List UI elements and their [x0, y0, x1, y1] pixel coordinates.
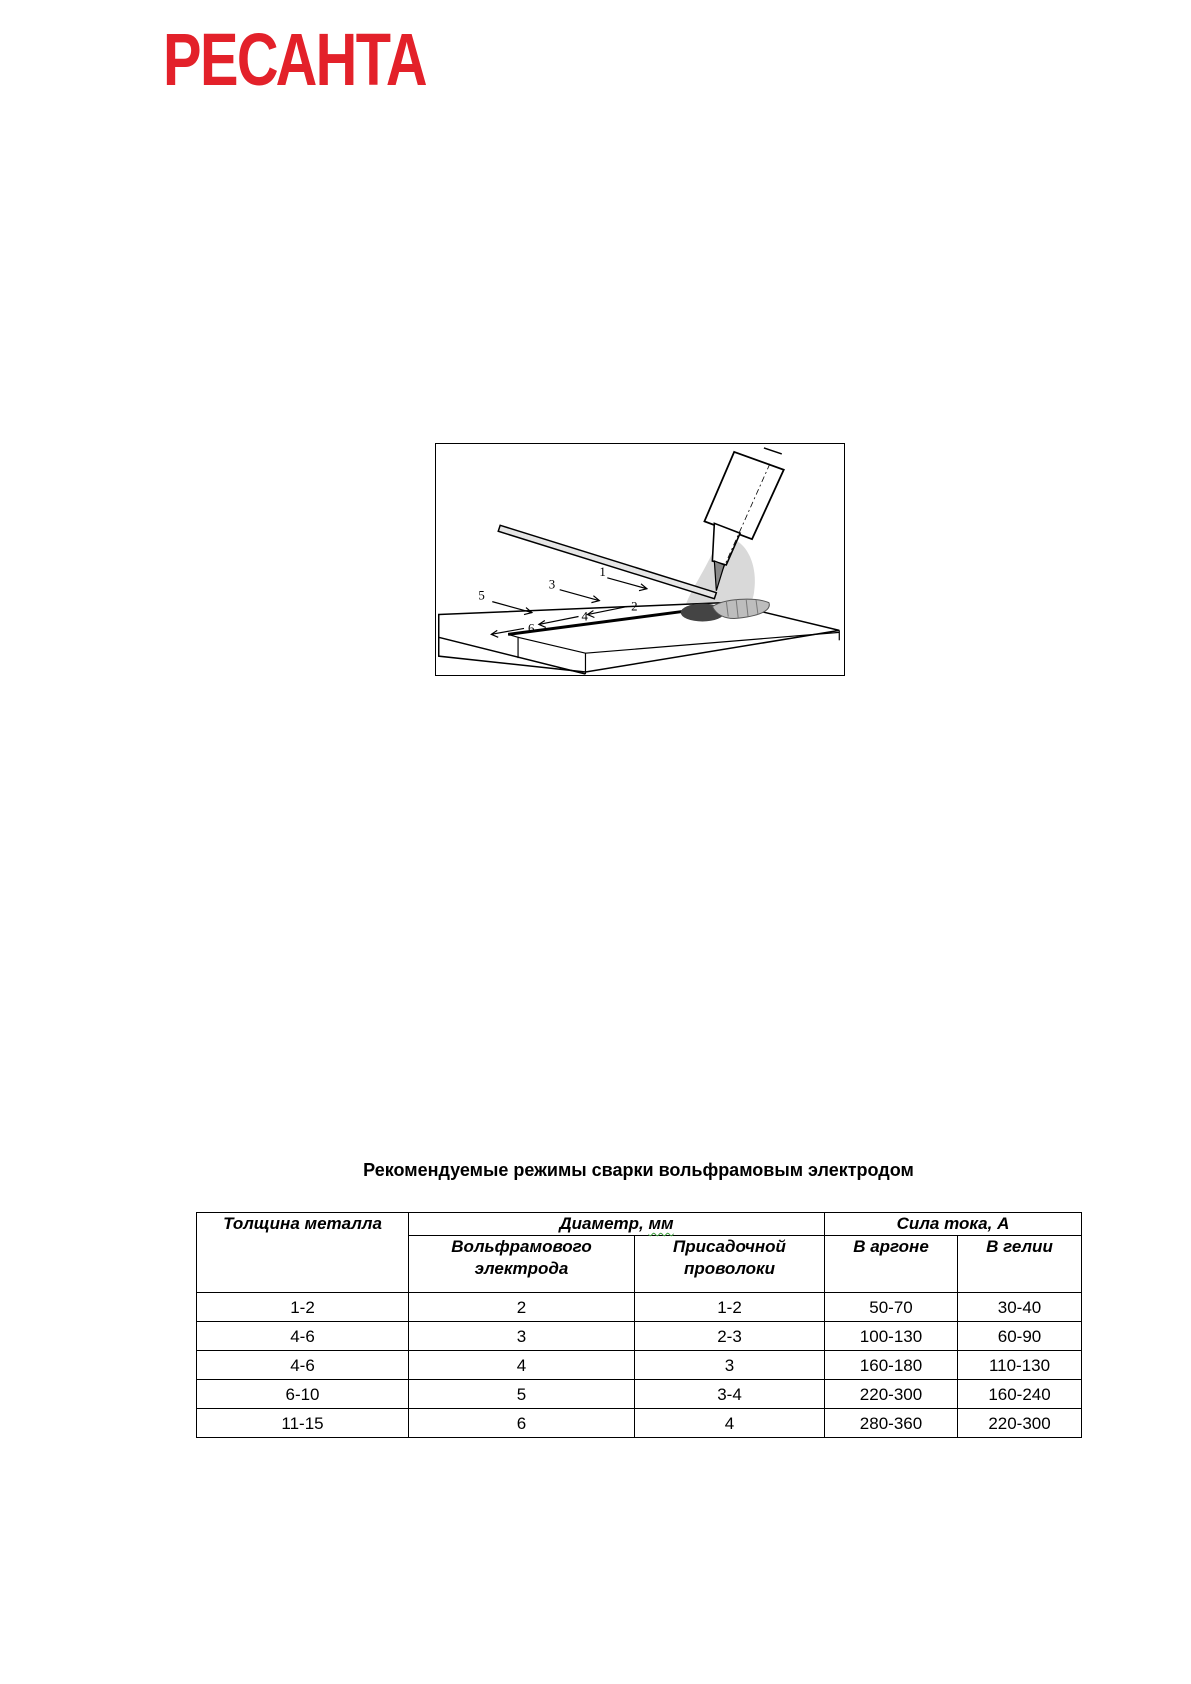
cell-tungsten: 6 [409, 1409, 635, 1438]
table-title: Рекомендуемые режимы сварки вольфрамовым электродом [363, 1160, 914, 1180]
label-2: 2 [631, 599, 638, 614]
table-row [197, 1409, 1082, 1438]
header-helium: В гелии [958, 1236, 1082, 1293]
header-current: Сила тока, А [825, 1213, 1082, 1236]
cell-helium: 110-130 [958, 1351, 1082, 1380]
cell-thickness: 6-10 [197, 1380, 409, 1409]
header-filler: Присадочной проволоки [635, 1236, 825, 1293]
label-4: 4 [581, 609, 588, 624]
resanta-logo: РЕСАНТА [163, 18, 427, 101]
cell-argon: 50-70 [825, 1293, 958, 1322]
cell-filler: 3 [635, 1351, 825, 1380]
cell-tungsten: 3 [409, 1322, 635, 1351]
cell-tungsten: 2 [409, 1293, 635, 1322]
header-thickness: Толщина металла [197, 1213, 409, 1293]
cell-thickness: 4-6 [197, 1351, 409, 1380]
filler-rod [498, 525, 716, 598]
cell-thickness: 4-6 [197, 1322, 409, 1351]
cell-filler: 3-4 [635, 1380, 825, 1409]
label-6: 6 [527, 621, 535, 636]
cell-thickness: 11-15 [197, 1409, 409, 1438]
table-row [197, 1293, 1082, 1322]
cell-filler: 2-3 [635, 1322, 825, 1351]
header-diameter-unit: мм [648, 1214, 674, 1233]
cell-tungsten: 5 [409, 1380, 635, 1409]
welding-modes-table [196, 1212, 1082, 1438]
cell-argon: 100-130 [825, 1322, 958, 1351]
label-3: 3 [548, 577, 556, 592]
cell-filler: 1-2 [635, 1293, 825, 1322]
table-row [197, 1322, 1082, 1351]
header-diameter-label: Диаметр, [559, 1214, 649, 1233]
cell-helium: 60-90 [958, 1322, 1082, 1351]
cell-helium: 30-40 [958, 1293, 1082, 1322]
welding-diagram [436, 444, 844, 675]
cell-helium: 160-240 [958, 1380, 1082, 1409]
cell-argon: 160-180 [825, 1351, 958, 1380]
header-argon: В аргоне [825, 1236, 958, 1293]
tig-welding-figure [435, 443, 845, 676]
cell-thickness: 1-2 [197, 1293, 409, 1322]
label-5: 5 [478, 588, 485, 603]
cell-helium: 220-300 [958, 1409, 1082, 1438]
header-tungsten: Вольфрамового электрода [409, 1236, 635, 1293]
header-diameter [409, 1213, 825, 1236]
cell-filler: 4 [635, 1409, 825, 1438]
cell-tungsten: 4 [409, 1351, 635, 1380]
table-row [197, 1380, 1082, 1409]
label-1: 1 [599, 564, 606, 579]
table-row [197, 1351, 1082, 1380]
cell-argon: 280-360 [825, 1409, 958, 1438]
cell-argon: 220-300 [825, 1380, 958, 1409]
table-header-row [197, 1213, 1082, 1236]
